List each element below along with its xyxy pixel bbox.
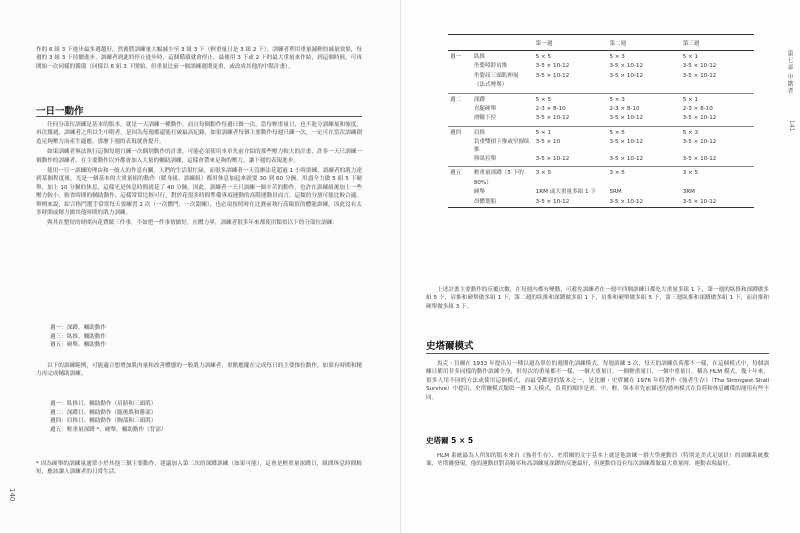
training-program-table bbox=[448, 34, 754, 208]
body-text bbox=[36, 121, 362, 230]
body-paragraph: 與其在整短的時間內花費做三件事，不如把一件事情做好，在體力界，訓練者很多年來都使用類似以下的分部位訓練： bbox=[47, 220, 338, 227]
table-row bbox=[448, 198, 754, 208]
body-paragraph: 任何分部位訓練是基本的版本，就是一天訓練一種動作，而且每個動作每週只做一次，當每輕重量日，也不進分訓練量和強度，再次幾週，訓練者之所以生中階者，是因為每週都還能打破最高紀錄，如果訓練者每個主要動作每週只練一次，一定可在當次訓練創造足夠壓力而產生適應，那麼下週的表現就會提升。 bbox=[36, 122, 362, 145]
table-row bbox=[448, 72, 754, 81]
table-row bbox=[448, 155, 754, 167]
page-number-left: 140 bbox=[8, 488, 16, 502]
schedule-line: 週一：深蹲、輔助動作 bbox=[50, 325, 106, 331]
starr-model-paragraph: 馬克・貝爾在 1933 年提出另一種以週為單位的週期化訓練模式，每週訓練 3 次，每天的訓練負荷都不一樣，在這個模式中，每個訓練日都用非多同樣的動作訓練全身，但每次的重量都不一樣，一個大重量日，一個輕重量日，一個中重量日，稱為 HLM 模式，幾十年來，很多人用不同的方法或使用這個模式，而最受歡迎的版本之一，是比爾・史塔爾在 1976 年的著作《強者生存》（The Strongest Shall Survive）中提出，史塔爾模式類似一週 3 天模式，負荷的順序是重、中、輕，與本章先前描述的德州模式在負荷和休息關係的運用有些不同。 bbox=[426, 361, 769, 401]
week-label: 週二 bbox=[450, 96, 462, 103]
table-header: 第一週 bbox=[534, 35, 608, 51]
cell: 3 × 5 bbox=[535, 170, 552, 177]
cell: 3RM bbox=[682, 189, 695, 196]
split-schedule-a bbox=[50, 324, 106, 350]
table-row bbox=[448, 114, 754, 126]
cell: 3-5 × 10-12 bbox=[535, 63, 570, 70]
exercise: 肩推 bbox=[473, 129, 486, 136]
cell: 3-5 × 10-12 bbox=[682, 139, 717, 146]
section-rule bbox=[426, 353, 769, 354]
exercise: 仰臥拉舉 bbox=[472, 155, 534, 167]
cell: 3-5 × 10-12 bbox=[607, 198, 680, 208]
table-header bbox=[448, 35, 472, 51]
cell: 5RM bbox=[609, 189, 622, 196]
after-table-paragraph: 上述計畫主要動作的反覆次數，在每週內都有變動，可避免訓練者在一週中四個訓練日都吃大重量多組 1 下，第一週的臥推和深蹲做多組 5 下，肩推和硬舉做多組 1 下，第二週的臥推和深蹲做多組 1 下，肩推和硬舉做多組 5 下，第三週臥推和深蹲做多組 1 下，而肩推和硬舉做多組 3 下。 bbox=[426, 287, 769, 310]
cell bbox=[534, 81, 608, 93]
section-title-starr-model: 史塔爾模式 bbox=[426, 341, 474, 352]
exercise: 直腿硬舉 bbox=[473, 106, 497, 113]
cell: 5 × 3 bbox=[609, 96, 625, 103]
cell: 5 × 1 bbox=[682, 54, 699, 60]
cell: 2-3 × 8-10 bbox=[535, 106, 566, 113]
cell: 3-5 × 10-12 bbox=[534, 198, 608, 208]
cell: 5 × 1 bbox=[682, 96, 699, 103]
cell: 3-5 × 10-12 bbox=[682, 63, 717, 70]
exercise: 滑輪下拉 bbox=[472, 114, 534, 126]
cell: 3-5 × 10 bbox=[535, 139, 561, 146]
table-header: 第二週 bbox=[607, 35, 680, 51]
cell bbox=[681, 179, 754, 188]
cell: 2-3 × 8-10 bbox=[609, 106, 640, 113]
cell: 5 × 5 bbox=[535, 96, 552, 103]
section-rule bbox=[36, 116, 362, 117]
exercise: 坐姿屈三頭肌伸展 bbox=[473, 72, 519, 79]
cell: 3-5 × 10-12 bbox=[609, 63, 644, 70]
cell: 3-5 × 10-12 bbox=[609, 72, 644, 79]
cell bbox=[607, 179, 680, 188]
week-label: 週一 bbox=[450, 54, 462, 60]
schedule-line: 週一：臥推日、輔助動作（肩膀和三頭肌） bbox=[50, 401, 157, 407]
exercise: 硬舉 bbox=[473, 189, 486, 196]
table-row bbox=[448, 188, 754, 197]
week-label: 週五 bbox=[450, 170, 462, 177]
exercise: 臥推 bbox=[473, 54, 486, 60]
exercise: 輕重量深蹲（5 下的 bbox=[473, 170, 524, 177]
cell: 3-5 × 10-12 bbox=[535, 72, 570, 79]
cell: 1RM 或大重量多組 1 下 bbox=[535, 189, 596, 196]
table-header: 第三週 bbox=[681, 35, 754, 51]
cell: 5 × 5 bbox=[609, 129, 625, 136]
cell: 3 × 5 bbox=[682, 170, 699, 177]
schedule-line: 週二：深蹲日、輔助動作（腿後肌和腓部） bbox=[50, 409, 157, 416]
cell: 2-3 × 8-10 bbox=[682, 106, 713, 113]
schedule-line: 週三：臥推、輔助動作 bbox=[50, 333, 106, 340]
cell bbox=[607, 81, 680, 93]
table-header-row bbox=[448, 35, 754, 51]
cell: 3-5 × 10-12 bbox=[681, 155, 754, 167]
cell: 3-5 × 10-12 bbox=[681, 198, 754, 208]
table-row bbox=[448, 138, 754, 155]
table-row bbox=[448, 167, 754, 179]
cell: 5 × 3 bbox=[682, 129, 699, 136]
body-paragraph: 使用一日一訓練的理由和一般人的作息有關。人們的生活很忙碌，而很多訓練者一天沒辦法花超過 1 小時訓練。訓練者的肌力達到某個程度後，光是一個基本的大重量組的動作（暖身組、訓練組）都用休息加起來就要 30 到 60 分鐘。用盡全力做 5 組 5 下硬舉，加上 10 分鐘的休息，這樣光是休息時間就花了 40 分鐘。因此，訓練者一天只訓練一個辛苦的動作，也許在訓練組後加上一些壓力較小、較省時間的輔助動作，這樣常常比較可行，對於花很多時間準備專項運動的高階運動員而言，這類的分割可能比較合適。舉例來說，綜合格鬥選手常常每天要練習 2 次（一次體門、一次甜練），也必須按照時在比賽前執行高陽值的體能訓練，因此沒有太多時間或精力做其他時間的肌力訓練。 bbox=[36, 168, 362, 217]
cell: 3-5 × 10-12 bbox=[534, 155, 608, 167]
week-label: 週四 bbox=[450, 129, 462, 136]
cell: 3-5 × 10-12 bbox=[681, 114, 754, 126]
cell: 3-5 × 10-12 bbox=[607, 114, 680, 126]
exercise: （法式彎舉） bbox=[472, 81, 534, 93]
split-schedule-b bbox=[50, 400, 166, 434]
table-row bbox=[448, 51, 754, 63]
mid-paragraph: 以下的訓練範例，可能適合想增加肌肉量和改善體態的一般肌力訓練者，重點應擺在完成每日的主要推拉動作，如果有時間和精力再完成輔助訓練。 bbox=[36, 363, 362, 378]
cell: 3-5 × 10-12 bbox=[682, 72, 717, 79]
exercise: 坐姿啞鈴肩推 bbox=[473, 63, 508, 70]
table-row bbox=[448, 62, 754, 71]
exercise: 負重雙槓下推或窄握臥推 bbox=[473, 139, 530, 153]
subsection-title-starr-5x5: 史塔爾 5 × 5 bbox=[426, 436, 474, 445]
table-row bbox=[448, 81, 754, 93]
table-header bbox=[472, 35, 534, 51]
footnote: * 因為硬舉的訓練量通常小於其他三個主要動作，建議加入第二次的深蹲訓練（如果可能），這會是輕重量深蹲日，組間休息時間較短，應該讓人訓練者的日常生活。 bbox=[36, 461, 362, 476]
cell: 5 × 5 bbox=[535, 54, 552, 60]
table-row bbox=[448, 105, 754, 114]
body-paragraph: 如果訓練者無法執行這個每週只練一次個別動作的計畫，可能必須使用本章先前介紹的那些壓力較大的計畫，許多一天只訓練一個動作的訓練者，在主要動作以外都會加入大量的輔助訓練，這樣會帶來足夠的壓力，讓下週的表現進步。 bbox=[36, 149, 362, 164]
table-row bbox=[448, 93, 754, 105]
section-title-one-lift-per-day: 一日一動作 bbox=[36, 106, 84, 117]
intro-paragraph: 作的 6 組 3 下進步最多週越好，然後將訓練量大幅減少至 3 組 3 下（輕重量日是 3 組 2 下）。訓練者利用重量減輕的減量效果，每週的 3 組 3 下持續進步，訓練者到此時停止進步時，這個循環就會停止，最後用 3 下或 2 下的最大重量來作結，到這個時候，可再開始一次同樣的循環（同樣以 6 組 3 下開始，但重量比前一個訓練週期更重，或改成其他的中階計畫）。 bbox=[36, 47, 362, 70]
exercise: 80%） bbox=[473, 179, 492, 186]
cell: 3 × 5 bbox=[609, 170, 625, 177]
cell: 3-5 × 10-12 bbox=[607, 155, 680, 167]
page-number-right: 141 bbox=[788, 120, 795, 132]
cell: 5 × 3 bbox=[609, 54, 625, 60]
starr-5x5-paragraph: HLM 系統最為人所知的版本來自《強者生存》，史塔爾的文字基本上就是他訓練一群大學運動員（特別是美式足球員）的訓練系統教案，史塔爾發現，他的運動員對高頻率和高訓練量深蹲的反應最好，但運動員沒有每次訓練都做最大重量時，運動表現最好。 bbox=[426, 453, 769, 468]
table-row bbox=[448, 126, 754, 138]
cell bbox=[534, 179, 608, 188]
exercise: 深蹲 bbox=[473, 96, 486, 103]
chapter-side-tab: 第七章 中階者 bbox=[786, 50, 793, 95]
table-row bbox=[448, 179, 754, 188]
schedule-line: 週五：輕重量深蹲 *、硬舉、輔助動作（背部） bbox=[50, 426, 167, 433]
cell bbox=[681, 81, 754, 93]
cell: 5 × 1 bbox=[535, 129, 552, 136]
schedule-line: 週四：肩推日、輔助動作（胸部和三頭肌） bbox=[50, 418, 157, 424]
exercise: 昂體划船 bbox=[472, 198, 534, 208]
cell: 3-5 × 10-12 bbox=[609, 139, 644, 146]
cell: 3-5 × 10-12 bbox=[534, 114, 608, 126]
schedule-line: 週五：硬舉、輔助動作 bbox=[50, 342, 106, 348]
